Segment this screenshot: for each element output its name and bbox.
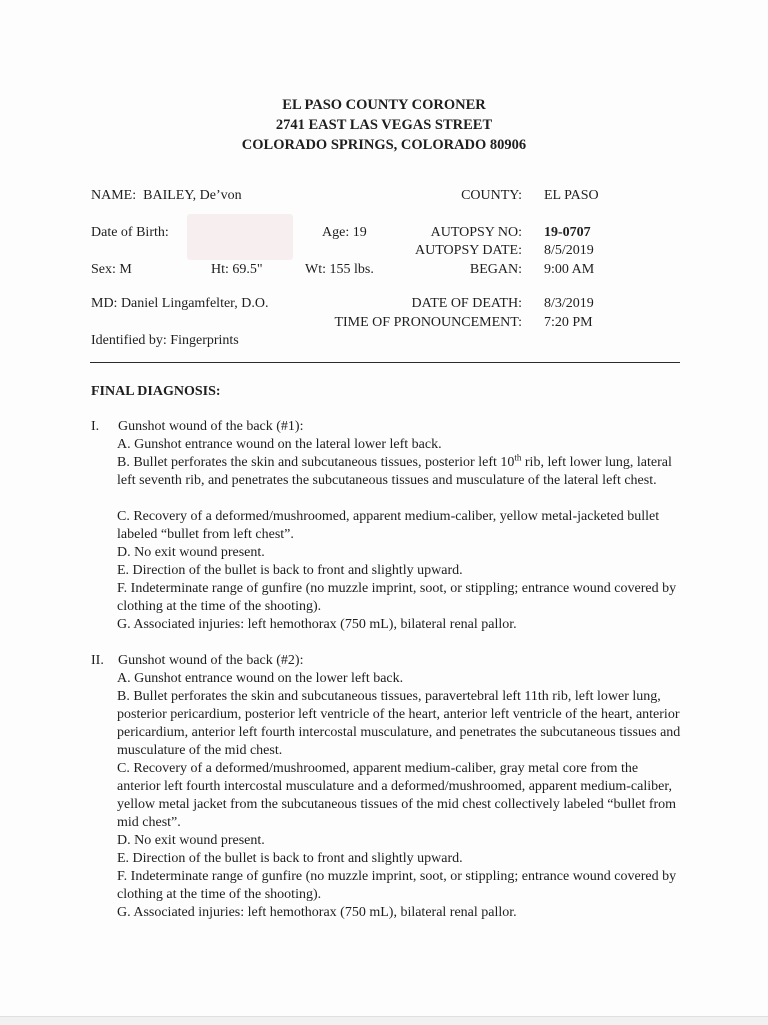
divider-line	[90, 362, 680, 363]
section-ii-numeral: II.	[91, 653, 104, 668]
name-label: NAME:	[91, 188, 137, 203]
began-value: 9:00 AM	[544, 262, 595, 277]
section-i-heading: Gunshot wound of the back (#1):	[118, 419, 304, 434]
redacted-date-of-birth	[187, 214, 293, 260]
section-i-item-f: F. Indeterminate range of gunfire (no muzzle imprint, soot, or stippling; entrance wound covered by clothing at the time of the shooting).	[117, 581, 677, 614]
identified-by-field: Identified by: Fingerprints	[91, 333, 239, 348]
section-i-item-d: D. No exit wound present.	[117, 545, 265, 560]
section-ii-item-e: E. Direction of the bullet is back to front and slightly upward.	[117, 851, 463, 866]
date-of-death-value: 8/3/2019	[544, 296, 594, 311]
autopsy-no-label: AUTOPSY NO:	[430, 225, 522, 240]
section-ii-item-b: B. Bullet perforates the skin and subcutaneous tissues, paravertebral left 11th rib, left lower lung, posterior pericardium, posterior left ventricle of the heart, anterior left ventricle of the heart, anterior pericardium, anterior left fourth intercostal musculature, and penetrates the subcutaneous tissues and musculature of the mid chest.	[117, 689, 681, 758]
dob-label: Date of Birth:	[91, 225, 169, 240]
name-field	[91, 187, 242, 205]
header-city: COLORADO SPRINGS, COLORADO 80906	[241, 137, 527, 153]
section-i-item-g: G. Associated injuries: left hemothorax (750 mL), bilateral renal pallor.	[117, 617, 517, 632]
section-i-item-e: E. Direction of the bullet is back to front and slightly upward.	[117, 563, 463, 578]
age-field: Age: 19	[322, 225, 367, 240]
began-label: BEGAN:	[469, 262, 522, 277]
time-of-pronouncement-label: TIME OF PRONOUNCEMENT:	[334, 315, 522, 330]
section-ii-item-f: F. Indeterminate range of gunfire (no muzzle imprint, soot, or stippling; entrance wound covered by clothing at the time of the shooting).	[117, 869, 677, 902]
date-of-death-label: DATE OF DEATH:	[411, 296, 522, 311]
md-field: MD: Daniel Lingamfelter, D.O.	[91, 296, 269, 311]
county-label: COUNTY:	[461, 188, 522, 203]
header-office: EL PASO COUNTY CORONER	[282, 97, 486, 113]
section-ii-item-g: G. Associated injuries: left hemothorax (750 mL), bilateral renal pallor.	[117, 905, 517, 920]
header-street: 2741 EAST LAS VEGAS STREET	[275, 117, 493, 133]
section-ii-heading: Gunshot wound of the back (#2):	[118, 653, 304, 668]
county-value: EL PASO	[544, 188, 599, 203]
section-i-item-b: B. Bullet perforates the skin and subcutaneous tissues, posterior left 10th rib, left lower lung, lateral left seventh rib, and penetrates the subcutaneous tissues and musculature of the lateral left chest.	[117, 452, 672, 488]
sex-field: Sex: M	[91, 262, 132, 277]
autopsy-date-label: AUTOPSY DATE:	[415, 243, 522, 258]
section-ii-item-d: D. No exit wound present.	[117, 833, 265, 848]
section-i-item-a: A. Gunshot entrance wound on the lateral lower left back.	[117, 437, 442, 452]
section-ii-item-a: A. Gunshot entrance wound on the lower left back.	[117, 671, 404, 686]
name-value: BAILEY, De’von	[143, 188, 242, 203]
section-ii-item-c: C. Recovery of a deformed/mushroomed, apparent medium-caliber, gray metal core from the anterior left fourth intercostal musculature and a deformed/mushroomed, apparent medium-caliber, yellow metal jacket from the subcutaneous tissues of the mid chest collectively labeled “bullet from mid chest”.	[117, 761, 677, 830]
autopsy-date-value: 8/5/2019	[544, 243, 594, 258]
coroner-header	[0, 95, 768, 155]
height-field: Ht: 69.5"	[211, 262, 263, 277]
section-i-numeral: I.	[91, 419, 100, 434]
autopsy-no-value: 19-0707	[544, 225, 591, 240]
weight-field: Wt: 155 lbs.	[305, 262, 374, 277]
final-diagnosis-title: FINAL DIAGNOSIS:	[91, 384, 221, 399]
section-i-item-c: C. Recovery of a deformed/mushroomed, apparent medium-caliber, yellow metal-jacketed bullet labeled “bullet from left chest”.	[117, 509, 660, 542]
time-of-pronouncement-value: 7:20 PM	[544, 315, 593, 330]
